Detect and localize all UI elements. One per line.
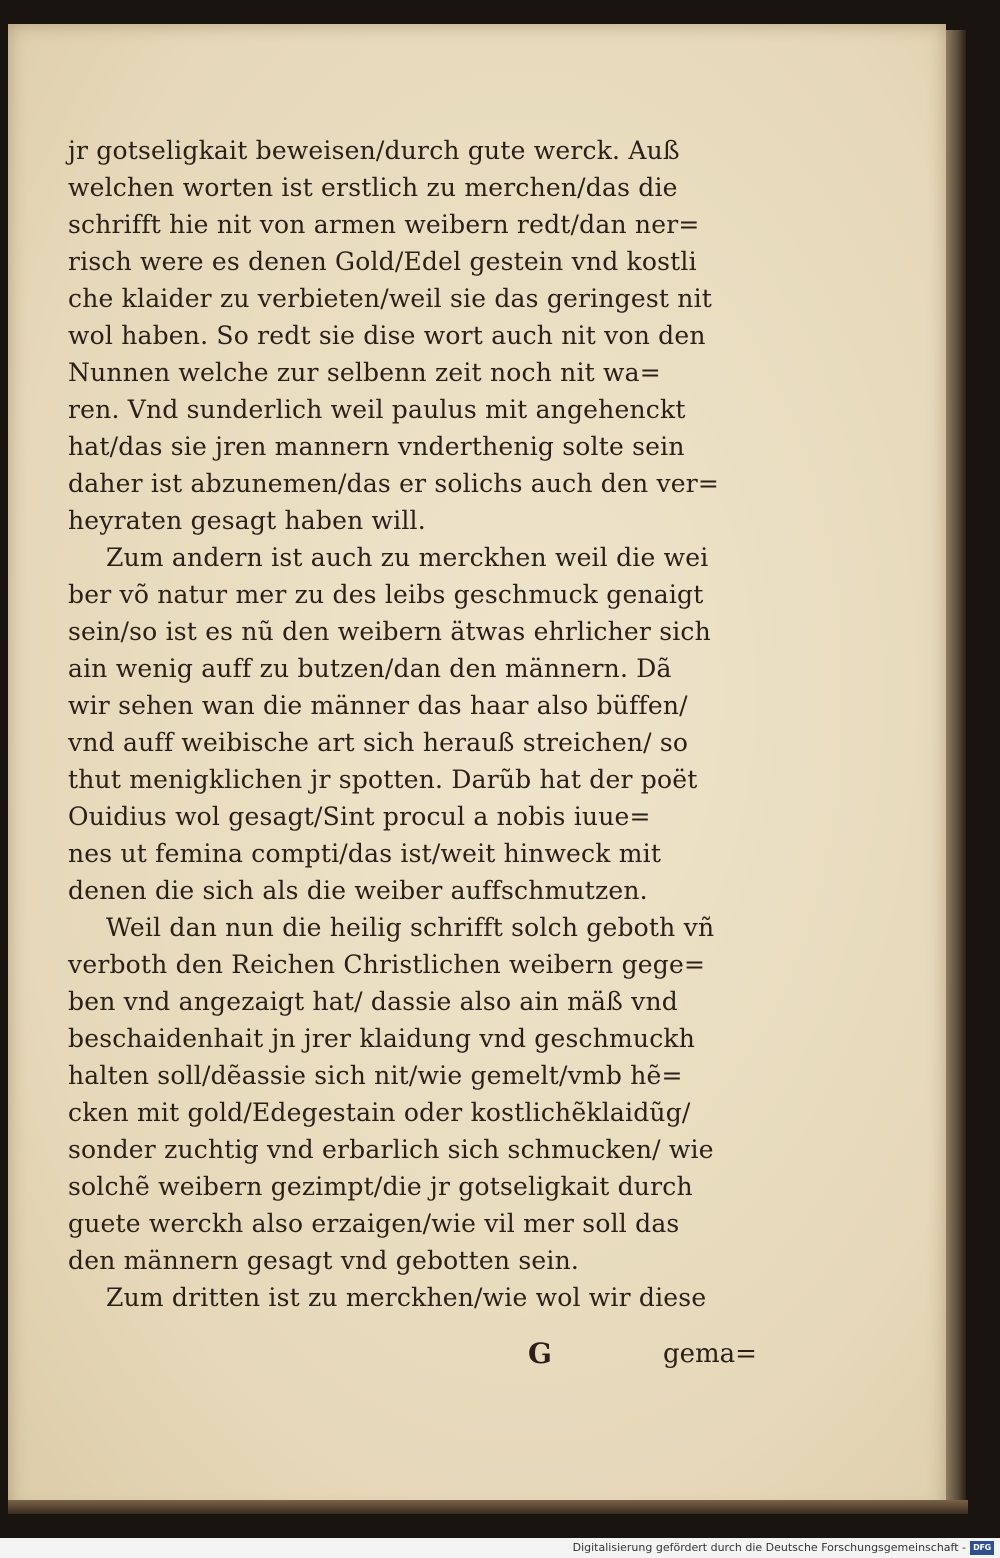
text-line: sein/so ist es nũ den weibern ätwas ehrlicher sich [68,617,711,646]
text-line: sonder zuchtig vnd erbarlich sich schmucken/ wie [68,1135,714,1164]
text-line: wol haben. So redt sie dise wort auch nit von den [68,321,706,350]
credit-bar [0,1538,1000,1558]
dfg-logo: DFG [970,1541,994,1555]
text-line: vnd auff weibische art sich herauß streichen/ so [68,728,689,757]
catchword: gema= [663,1339,757,1369]
text-line: heyraten gesagt haben will. [68,506,426,535]
page-text [68,132,768,1316]
binding-edge [8,1500,968,1514]
text-line: daher ist abzunemen/das er solichs auch den ver= [68,469,720,498]
signature-mark: G [528,1337,552,1370]
text-line: hat/das sie jren mannern vnderthenig solte sein [68,432,685,461]
page-edge [946,30,966,1510]
book-page [8,24,946,1512]
text-line: halten soll/dẽassie sich nit/wie gemelt/vmb hẽ= [68,1061,683,1090]
text-line: ain wenig auff zu butzen/dan den männern. Dã [68,654,672,683]
text-line: Ouidius wol gesagt/Sint procul a nobis iuue= [68,802,651,831]
text-line: verboth den Reichen Christlichen weibern gege= [68,950,706,979]
text-line: ber võ natur mer zu des leibs geschmuck genaigt [68,580,704,609]
text-line: che klaider zu verbieten/weil sie das geringest nit [68,284,713,313]
paragraph-start-line: Zum andern ist auch zu merckhen weil die wei [106,543,709,572]
text-line: ren. Vnd sunderlich weil paulus mit angehenckt [68,395,686,424]
text-line: ben vnd angezaigt hat/ dassie also ain mäß vnd [68,987,678,1016]
text-line: den männern gesagt vnd gebotten sein. [68,1246,580,1275]
text-line: risch were es denen Gold/Edel gestein vnd kostli [68,247,697,276]
text-line: cken mit gold/Edegestain oder kostlichẽklaidũg/ [68,1098,691,1127]
text-line: welchen worten ist erstlich zu merchen/das die [68,173,678,202]
text-line: denen die sich als die weiber auffschmutzen. [68,876,648,905]
credit-text: Digitalisierung gefördert durch die Deutsche Forschungsgemeinschaft - [572,1541,966,1554]
text-line: thut menigklichen jr spotten. Darũb hat der poët [68,765,698,794]
paragraph-start-line: Weil dan nun die heilig schrifft solch geboth vñ [106,913,715,942]
text-line: jr gotseligkait beweisen/durch gute werck. Auß [68,136,680,165]
text-line: guete werckh also erzaigen/wie vil mer soll das [68,1209,680,1238]
text-line: beschaidenhait jn jrer klaidung vnd geschmuckh [68,1024,696,1053]
text-line: Nunnen welche zur selbenn zeit noch nit wa= [68,358,661,387]
text-line: nes ut femina compti/das ist/weit hinweck mit [68,839,662,868]
text-line: wir sehen wan die männer das haar also büffen/ [68,691,688,720]
text-line: solchẽ weibern gezimpt/die jr gotseligkait durch [68,1172,693,1201]
paragraph-start-line: Zum dritten ist zu merckhen/wie wol wir diese [106,1283,707,1312]
text-line: schrifft hie nit von armen weibern redt/dan ner= [68,210,700,239]
